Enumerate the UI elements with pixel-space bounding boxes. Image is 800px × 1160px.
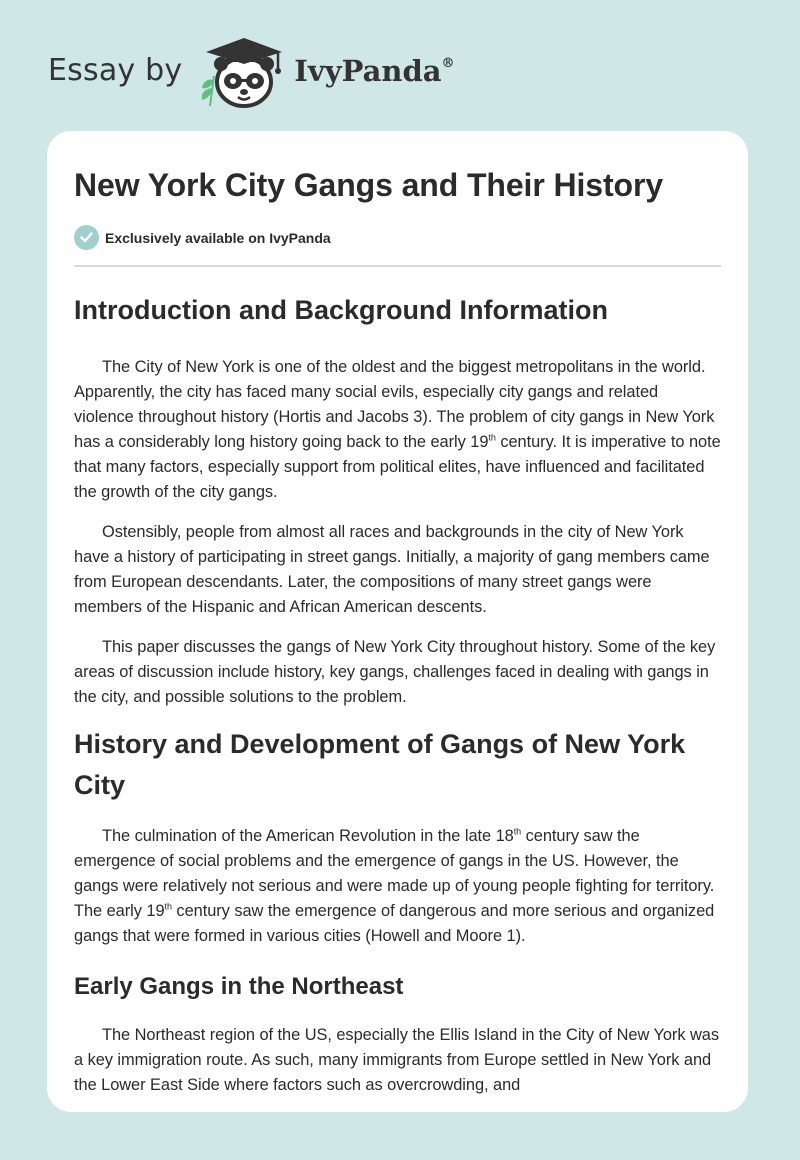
panda-graduate-icon	[196, 36, 288, 110]
paragraph-intro-2: Ostensibly, people from almost all races and backgrounds in the city of New York have a history of participating in street gangs. Initially, a majority of gang members came from European descendants. Later, the compositions of many street gangs were members of the Hispanic and African American descents.	[74, 523, 710, 616]
section-heading-early-gangs: Early Gangs in the Northeast	[74, 973, 404, 1000]
paragraph-history-1: The culmination of the American Revolution in the late 18th century saw the emergence of social problems and the emergence of gangs in the US. However, the gangs were relatively not serious and were made up of young people fighting for territory. The early 19th century saw the emergence of dangerous and more serious and organized gangs that were formed in various cities (Howell and Moore 1).	[74, 826, 715, 945]
divider	[74, 265, 721, 267]
paragraph-intro-3: This paper discusses the gangs of New York City throughout history. Some of the key areas of discussion include history, key gangs, challenges faced in dealing with gangs in the city, and possible solutions to the problem.	[74, 638, 716, 706]
exclusive-badge	[74, 225, 721, 250]
paragraph-early-gangs-1: The Northeast region of the US, especially the Ellis Island in the City of New York was a key immigration route. As such, many immigrants from Europe settled in New York and the Lower East Side where factors such as overcrowding, and	[74, 1026, 719, 1094]
brand-name: IvyPanda®	[294, 54, 455, 88]
paragraph-intro-1: The City of New York is one of the oldest and the biggest metropolitans in the world. Apparently, the city has faced many social evils, especially city gangs and related violence throughout history (Hortis and Jacobs 3). The problem of city gangs in New York has a considerably long history going back to the early 19th century. It is imperative to note that many factors, especially support from political elites, have influenced and facilitated the growth of the city gangs.	[74, 358, 721, 501]
site-logo[interactable]	[48, 36, 508, 110]
brand-prefix: Essay by	[48, 52, 183, 88]
essay-title: New York City Gangs and Their History	[74, 167, 664, 203]
section-heading-introduction: Introduction and Background Information	[74, 295, 608, 325]
section-heading-history: History and Development of Gangs of New York City	[74, 729, 686, 800]
badge-text: Exclusively available on IvyPanda	[105, 229, 331, 246]
essay-card	[47, 131, 748, 1112]
check-circle-icon	[74, 225, 99, 250]
